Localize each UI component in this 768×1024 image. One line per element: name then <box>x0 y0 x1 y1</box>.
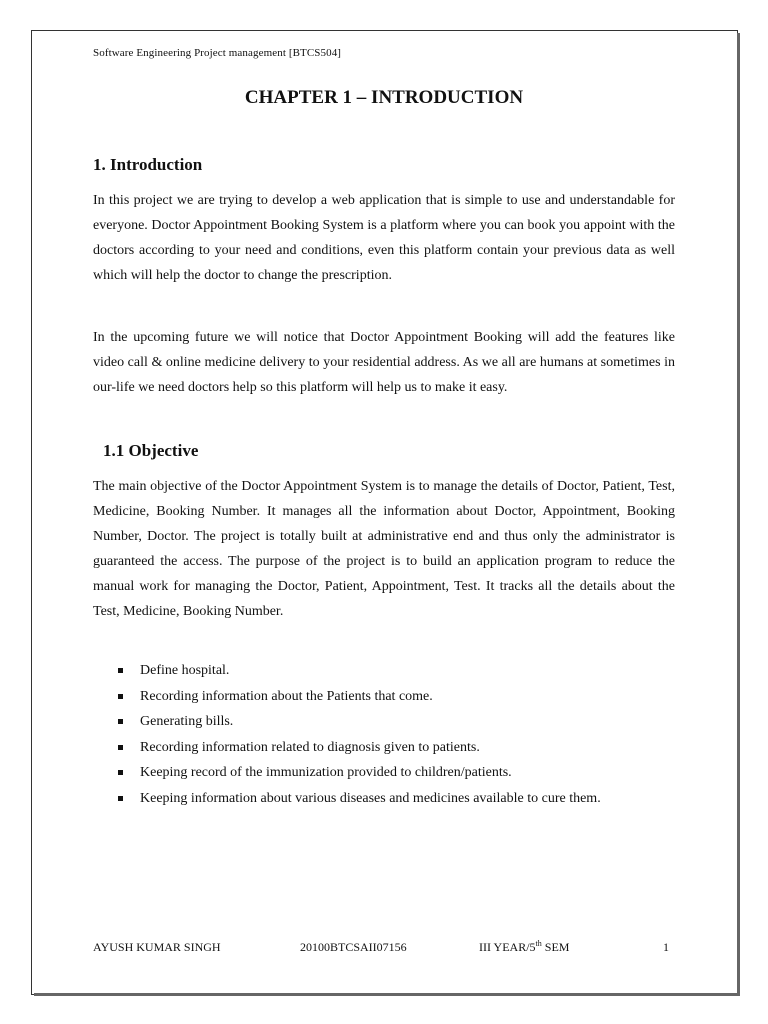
list-item <box>115 658 601 684</box>
list-item <box>115 709 601 735</box>
square-bullet-icon <box>118 719 123 724</box>
intro-paragraph-2: In the upcoming future we will notice that Doctor Appointment Booking will add the features like video call & online medicine delivery to your residential address. As we all are humans at sometimes in our-life we need doctors help so this platform will help us to make it easy. <box>93 330 675 395</box>
list-item <box>115 760 601 786</box>
objective-bullet-list <box>115 658 601 811</box>
list-item-text: Keeping record of the immunization provided to children/patients. <box>140 765 512 780</box>
square-bullet-icon <box>118 668 123 673</box>
footer-year-semester <box>479 940 569 955</box>
intro-paragraph-1: In this project we are trying to develop a web application that is simple to use and understandable for everyone. Doctor Appointment Booking System is a platform where you can book you appoint with the doctors according to your need and conditions, even this platform contain your previous data as well which will help the doctor to change the prescription. <box>93 193 675 283</box>
list-item <box>115 684 601 710</box>
list-item-text: Define hospital. <box>140 663 230 678</box>
square-bullet-icon <box>118 694 123 699</box>
list-item-text: Recording information related to diagnosis given to patients. <box>140 739 480 755</box>
page-border-shadow-bottom <box>34 993 740 996</box>
list-item <box>115 786 601 812</box>
section-heading-introduction: 1. Introduction <box>93 155 203 174</box>
footer-roll-number: 20100BTCSAII07156 <box>300 940 407 954</box>
chapter-title: CHAPTER 1 – INTRODUCTION <box>244 87 524 108</box>
list-item-text: Recording information about the Patients that come. <box>140 688 433 704</box>
page-border-shadow-right <box>737 33 740 996</box>
list-item-text: Generating bills. <box>140 714 234 729</box>
list-item <box>115 735 601 761</box>
subsection-heading-objective: 1.1 Objective <box>103 441 199 460</box>
footer-year-prefix: III YEAR/5 <box>479 940 536 954</box>
footer-year-suffix: SEM <box>541 940 570 954</box>
running-header: Software Engineering Project management [BTCS504] <box>93 47 342 59</box>
page-number: 1 <box>663 940 669 954</box>
objective-paragraph: The main objective of the Doctor Appointment System is to manage the details of Doctor, Patient, Test, Medicine, Booking Number. It manages all the information about Doctor, Appointment, Booking Number, Doctor. The project is totally built at administrative end and thus only the administrator is guaranteed the access. The purpose of the project is to build an application program to reduce the manual work for managing the Doctor, Patient, Appointment, Test. It tracks all the details about the Test, Medicine, Booking Number. <box>93 479 675 619</box>
footer-year-superscript: th <box>535 939 542 948</box>
footer-author: AYUSH KUMAR SINGH <box>93 940 221 954</box>
square-bullet-icon <box>118 745 123 750</box>
list-item-text: Keeping information about various diseases and medicines available to cure them. <box>140 790 601 806</box>
square-bullet-icon <box>118 796 123 801</box>
square-bullet-icon <box>118 770 123 775</box>
